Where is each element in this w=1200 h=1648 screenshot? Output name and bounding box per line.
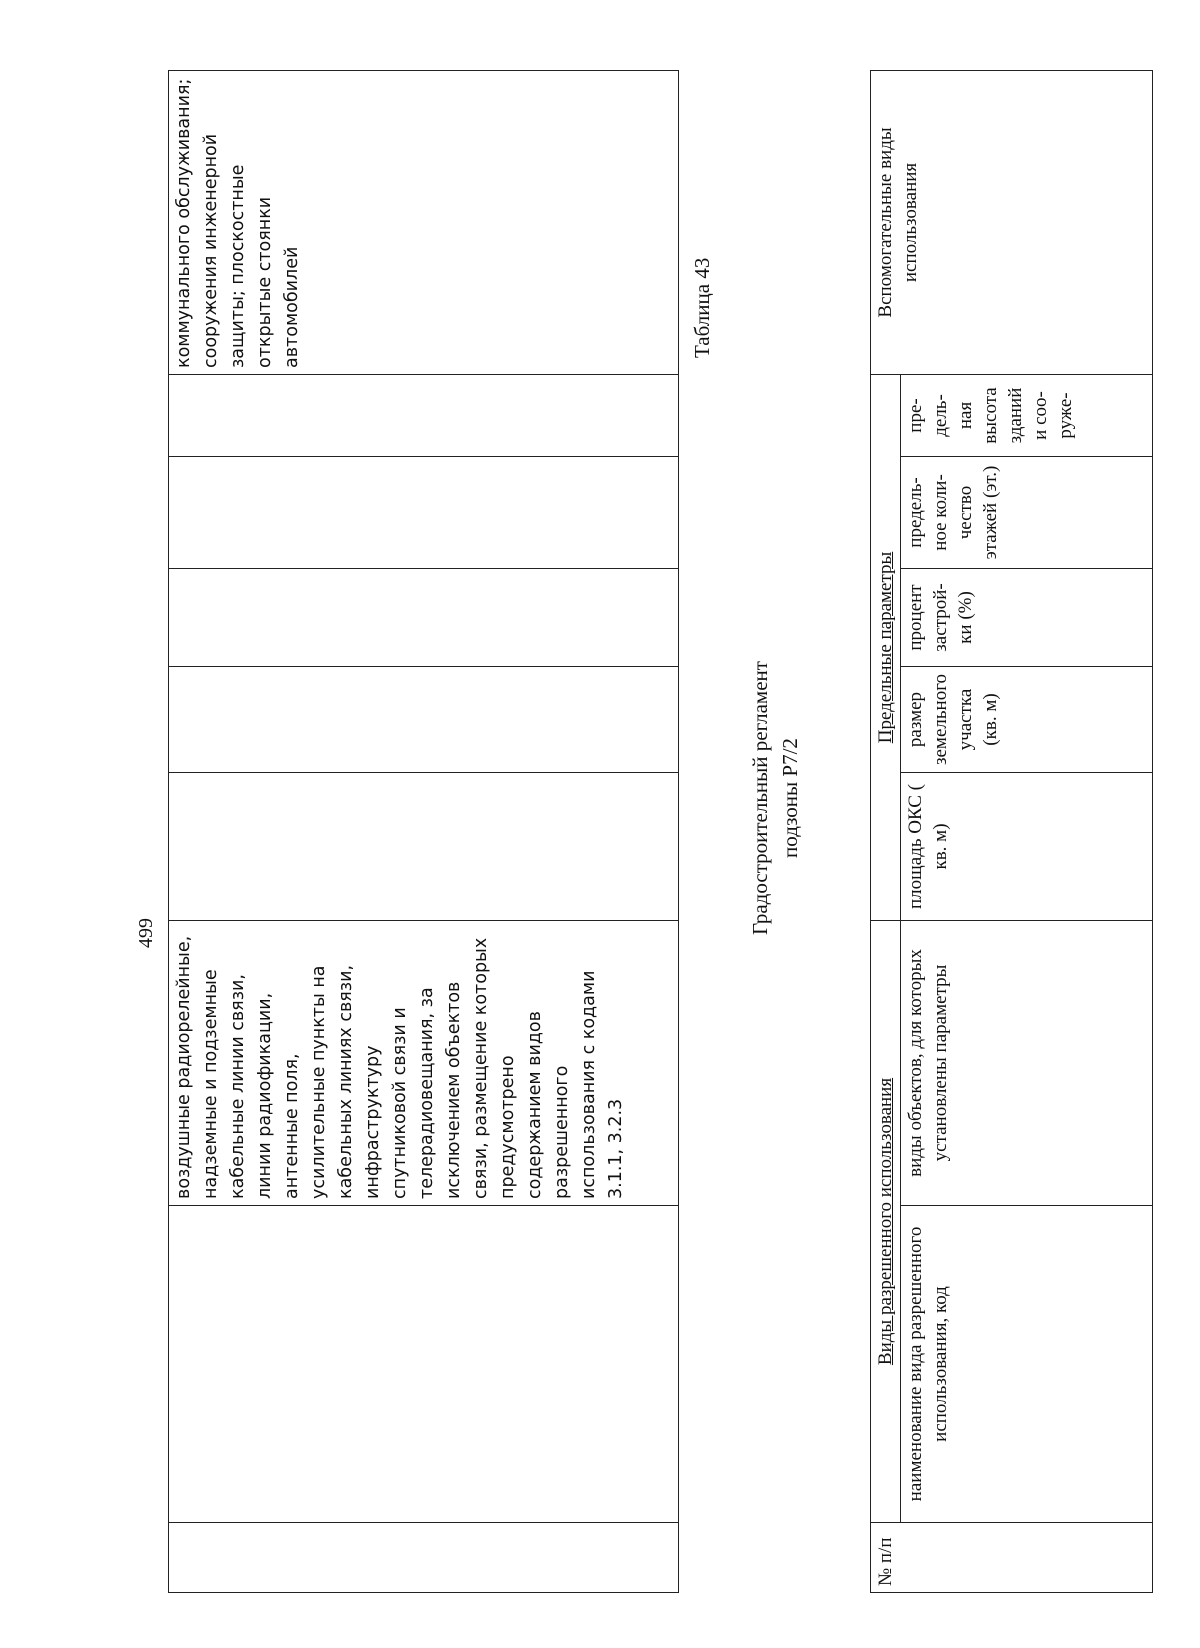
header-objects: виды объектов, для которых установлены параметры [901, 921, 1153, 1206]
header-plot: размер земельного участка (кв. м) [901, 667, 1153, 773]
header-floors: предель- ное коли- чество этажей (эт.) [901, 457, 1153, 569]
page-number: 499 [135, 918, 157, 948]
table-title [745, 548, 805, 1048]
header-group-limits: Предельные параметры [871, 374, 901, 920]
cell-floors [169, 457, 679, 569]
title-line-2: подзоны Р7/2 [778, 738, 802, 858]
continued-table [168, 70, 679, 1593]
header-num: № п/п [871, 1523, 1153, 1593]
header-name: наименование вида разрешенного использования, код [901, 1206, 1153, 1523]
header-percent: процент застрой- ки (%) [901, 569, 1153, 667]
cell-num [169, 1523, 679, 1593]
table-label: Таблица 43 [690, 257, 714, 358]
cell-name [169, 1206, 679, 1523]
header-aux: Вспомогательные виды использования [871, 70, 1153, 374]
cell-percent [169, 569, 679, 667]
cell-plot [169, 667, 679, 773]
cell-height [169, 375, 679, 457]
cell-aux: коммунального обслуживания; сооружения инженерной защиты; плоскостные открытые стоянки автомобилей [169, 71, 679, 375]
title-line-1: Градостроительный регламент [748, 661, 772, 935]
cell-area [169, 773, 679, 921]
header-height: пре- дель- ная высота зданий и соо- руже- [901, 374, 1153, 456]
header-group-permitted: Виды разрешенного использования [871, 921, 901, 1523]
regulation-table [870, 70, 1153, 1593]
cell-objects: воздушные радиорелейные, надземные и подземные кабельные линии связи, линии радиофикации, антенные поля, усилительные пункты на кабельных линиях связи, инфраструктуру спутниковой связи и телерадиовещания, за исключением объектов связи, размещение которых предусмотрено содержанием видов разрешенного использования с кодами 3.1.1, 3.2.3 [169, 921, 679, 1206]
header-area: площадь ОКС ( кв. м) [901, 773, 1153, 921]
